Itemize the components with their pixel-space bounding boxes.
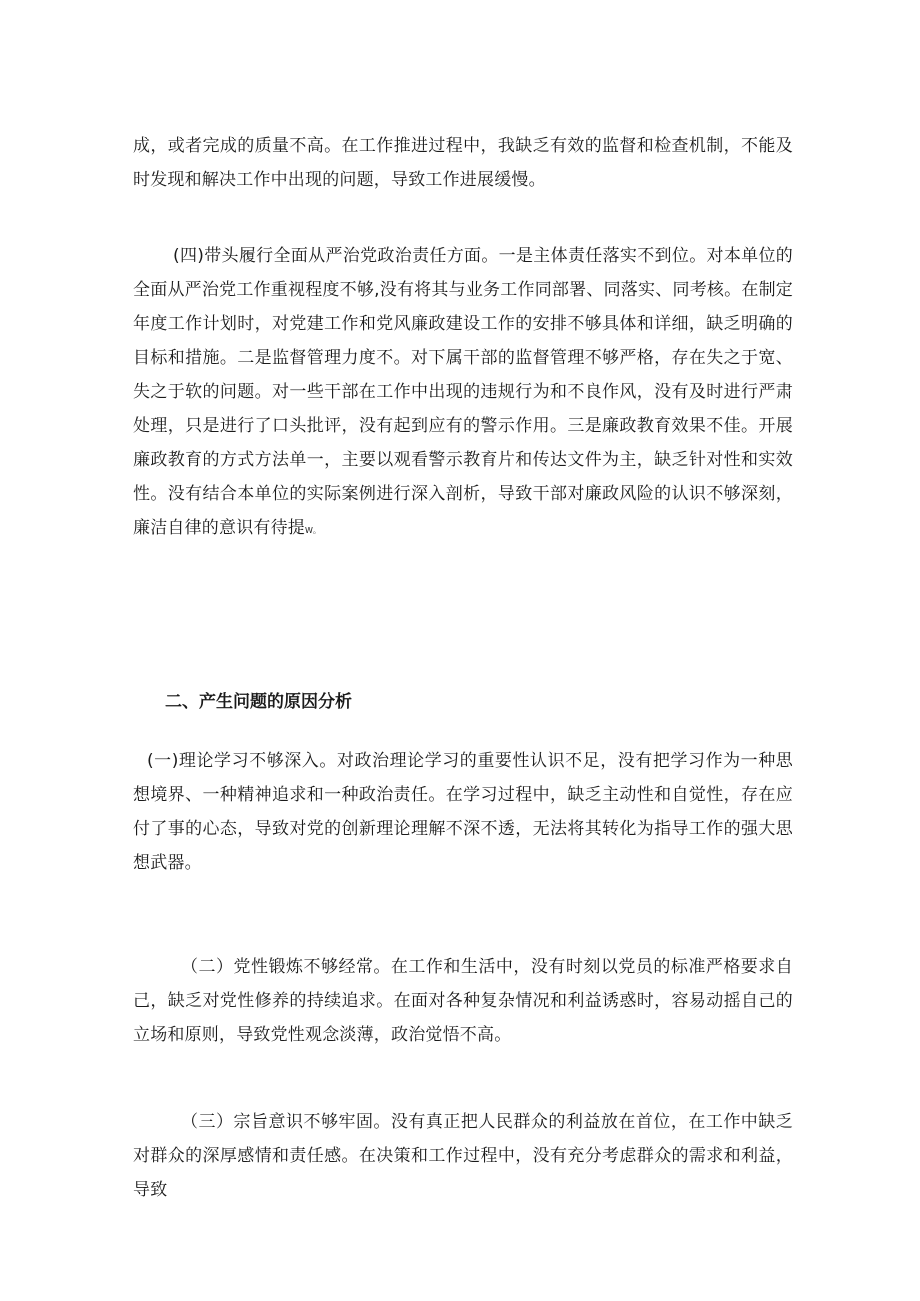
section-heading-two: 二、产生问题的原因分析 xyxy=(165,692,352,712)
paragraph-four-tail: W。 xyxy=(305,526,321,535)
paragraph-reason-one: (一)理论学习不够深入。对政治理论学习的重要性认识不足，没有把学习作为一种思想境界、一种精神追求和一种政治责任。在学习过程中，缺乏主动性和自觉性，存在应付了事的心态，导致对党的创新理论理解不深不透，无法将其转化为指导工作的强大思想武器。 xyxy=(133,751,793,873)
paragraph-reason-three: （三）宗旨意识不够牢固。没有真正把人民群众的利益放在首位，在工作中缺乏对群众的深厚感情和责任感。在决策和工作过程中，没有充分考虑群众的需求和利益，导致 xyxy=(133,1112,793,1200)
paragraph-continuation: 成，或者完成的质量不高。在工作推进过程中，我缺乏有效的监督和检查机制，不能及时发现和解决工作中出现的问题，导致工作进展缓慢。 xyxy=(133,136,793,190)
paragraph-four-text: (四)带头履行全面从严治党政治责任方面。一是主体责任落实不到位。对本单位的全面从严治党工作重视程度不够,没有将其与业务工作同部署、同落实、同考核。在制定年度工作计划时，对党建工作和党风廉政建设工作的安排不够具体和详细，缺乏明确的目标和措施。二是监督管理力度不。对下属干部的监督管理不够严格，存在失之于宽、失之于软的问题。对一些干部在工作中出现的违规行为和不良作风，没有及时进行严肃处理，只是进行了口头批评，没有起到应有的警示作用。三是廉政教育效果不佳。开展廉政教育的方式方法单一，主要以观看警示教育片和传达文件为主，缺乏针对性和实效性。没有结合本单位的实际案例进行深入剖析，导致干部对廉政风险的认识不够深刻，廉洁自律的意识有待提 xyxy=(133,246,793,538)
paragraph-reason-two: （二）党性锻炼不够经常。在工作和生活中，没有时刻以党员的标准严格要求自己，缺乏对党性修养的持续追求。在面对各种复杂情况和利益诱惑时，容易动摇自己的立场和原则，导致党性观念淡薄，政治觉悟不高。 xyxy=(133,957,793,1045)
paragraph-four xyxy=(133,239,793,548)
